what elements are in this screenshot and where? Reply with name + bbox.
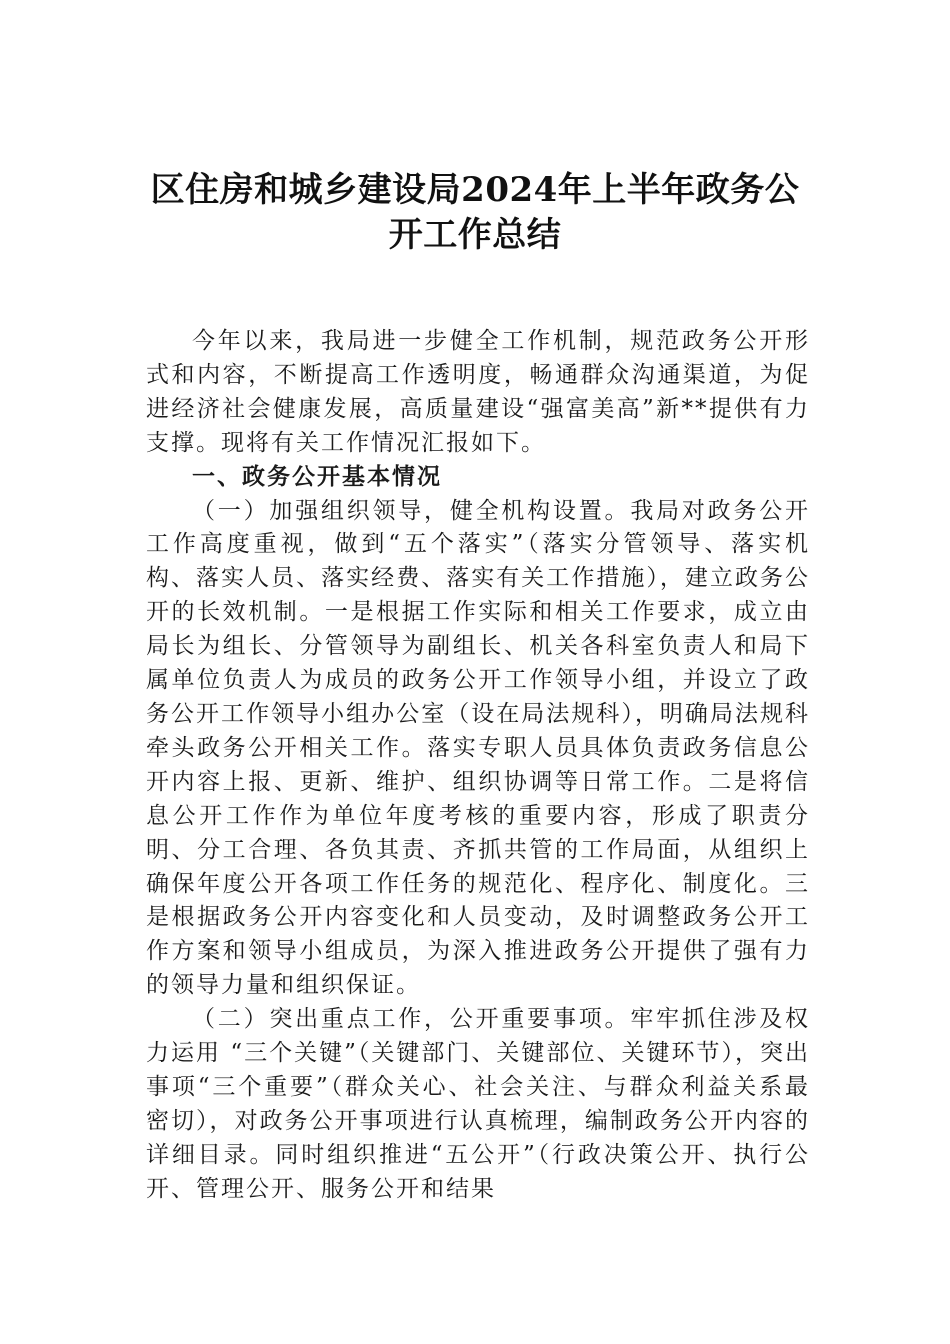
subsection-1-paragraph [146, 495, 810, 1004]
subsection-1-body: 我局对政务公开工作高度重视，做到“五个落实”（落实分管领导、落实机构、落实人员、落实经费、落实有关工作措施），建立政务公开的长效机制。一是根据工作实际和相关工作要求，成立由局长为组长、分管领导为副组长、机关各科室负责人和局下属单位负责人为成员的政务公开工作领导小组，并设立了政务公开工作领导小组办公室（设在局法规科），明确局法规科牵头政务公开相关工作。落实专职人员具体负责政务信息公开内容上报、更新、维护、组织协调等日常工作。二是将信息公开工作作为单位年度考核的重要内容，形成了职责分明、分工合理、各负其责、齐抓共管的工作局面，从组织上确保年度公开各项工作任务的规范化、程序化、制度化。三是根据政务公开内容变化和人员变动，及时调整政务公开工作方案和领导小组成员，为深入推进政务公开提供了强有力的领导力量和组织保证。 [146, 497, 811, 999]
section-heading-1: 一、政务公开基本情况 [192, 463, 442, 490]
subsection-2-paragraph [146, 1003, 810, 1206]
subsection-1-lead: （一）加强组织领导，健全机构设置。 [192, 497, 631, 524]
document-title-line-1: 区住房和城乡建设局2024年上半年政务公 [150, 170, 800, 210]
document-body [146, 325, 810, 1207]
subsection-2-body: 牢牢抓住涉及权力运用 “三个关键”（关键部门、关键部位、关键环节），突出事项“三个重要”（群众关心、社会关注、与群众利益关系最密切），对政务公开事项进行认真梳理，编制政务公开内容的详细目录。同时组织推进“五公开”（行政决策公开、执行公开、管理公开、服务公开和结果 [146, 1006, 811, 1202]
intro-paragraph: 今年以来，我局进一步健全工作机制，规范政务公开形式和内容，不断提高工作透明度，畅通群众沟通渠道，为促进经济社会健康发展，高质量建设“强富美高”新**提供有力支撑。现将有关工作情况汇报如下。 [146, 328, 810, 456]
subsection-2-lead: （二）突出重点工作，公开重要事项。 [192, 1006, 631, 1033]
document-title-line-2: 开工作总结 [388, 215, 562, 255]
